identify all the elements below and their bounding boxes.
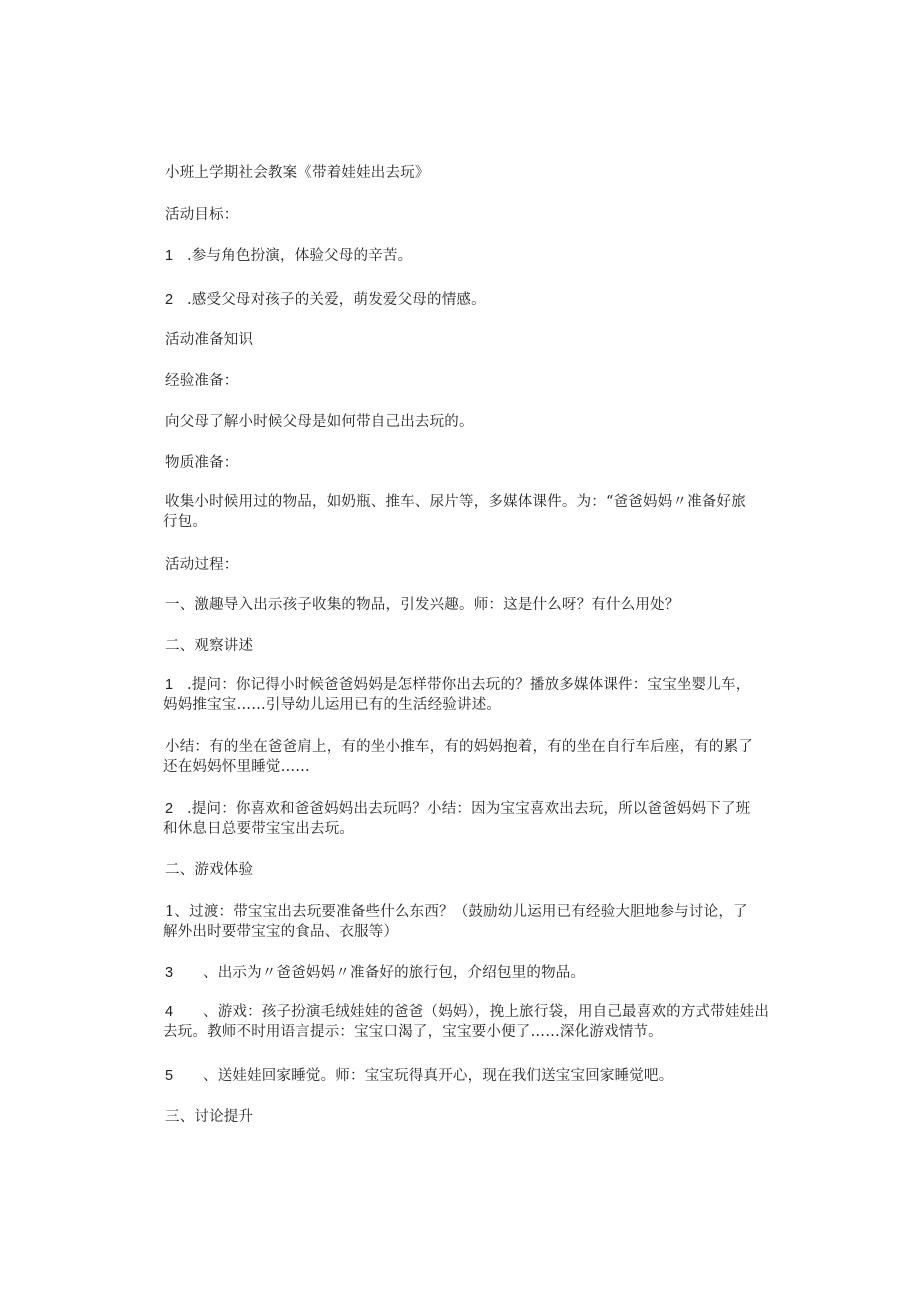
material-line-2: 行包。 [163, 514, 208, 530]
game-item-3-number: 3 [165, 965, 174, 981]
experience-text: 向父母了解小时候父母是如何带自己出去玩的。 [165, 414, 474, 430]
goal-heading: 活动目标： [165, 207, 239, 223]
game-item-5-number: 5 [165, 1068, 174, 1084]
prep-heading: 活动准备知识 [165, 332, 254, 348]
step-1: 一、激趣导入出示孩子收集的物品，引发兴趣。师：这是什么呀？有什么用处？ [165, 597, 680, 613]
material-line-1: 收集小时候用过的物品，如奶瓶、推车、尿片等，多媒体课件。为：“爸爸妈妈〃准备好旅 [165, 494, 746, 510]
experience-heading: 经验准备： [165, 373, 239, 389]
game-item-1-line-2: 解外出时要带宝宝的食品、衣服等） [163, 924, 399, 940]
game-item-5 [165, 1066, 673, 1086]
step-4-heading: 三、讨论提升 [165, 1109, 254, 1125]
game-item-4-line-1 [165, 1002, 795, 1022]
goal-item-1-text: .参与角色扮演，体验父母的辛苦。 [187, 248, 413, 264]
goal-item-2-text: .感受父母对孩子的关爱，萌发爱父母的情感。 [187, 292, 486, 308]
document-title: 小班上学期社会教案《带着娃娃出去玩》 [165, 165, 430, 181]
game-item-3-text: 、出示为〃爸爸妈妈〃准备好的旅行包，介绍包里的物品。 [203, 965, 586, 981]
question-1-line-2: 妈妈推宝宝……引导幼儿运用已有的生活经验讲述。 [163, 697, 502, 713]
game-item-4-number: 4 [165, 1004, 174, 1020]
question-2-paragraph [165, 799, 795, 839]
question-1-paragraph [165, 675, 795, 715]
question-2-text: .提问：你喜欢和爸爸妈妈出去玩吗？小结：因为宝宝喜欢出去玩，所以爸爸妈妈下了班 [187, 801, 751, 817]
goal-item-2-number: 2 [165, 292, 174, 308]
process-heading: 活动过程： [165, 557, 239, 573]
material-heading: 物质准备： [165, 455, 239, 471]
game-item-3 [165, 963, 585, 983]
summary-1-line-1: 小结：有的坐在爸爸肩上，有的坐小推车，有的妈妈抱着，有的坐在自行车后座，有的累了 [165, 739, 753, 755]
step-2-heading: 二、观察讲述 [165, 638, 254, 654]
question-1-number: 1 [165, 677, 174, 693]
game-item-4-paragraph [165, 1002, 795, 1042]
game-item-4-line-2: 去玩。教师不时用语言提示：宝宝口渴了，宝宝要小便了……深化游戏情节。 [163, 1024, 663, 1040]
goal-item-1-number: 1 [165, 248, 174, 264]
goal-item-2 [165, 290, 486, 310]
step-3-heading: 二、游戏体验 [165, 862, 254, 878]
question-2-number: 2 [165, 801, 174, 817]
question-2-line-2: 和休息日总要带宝宝出去玩。 [163, 821, 355, 837]
question-2-line-1 [165, 799, 795, 819]
goal-item-1 [165, 246, 412, 266]
summary-1-paragraph [165, 737, 795, 777]
game-item-1-paragraph [165, 902, 795, 942]
question-1-line-1 [165, 675, 795, 695]
game-item-1-line-1: 1、过渡：带宝宝出去玩要准备些什么东西？（鼓励幼儿运用已有经验大胆地参与讨论，了 [165, 904, 748, 920]
game-item-5-text: 、送娃娃回家睡觉。师：宝宝玩得真开心，现在我们送宝宝回家睡觉吧。 [203, 1068, 674, 1084]
material-paragraph [165, 492, 795, 532]
game-item-4-text: 、游戏：孩子扮演毛绒娃娃的爸爸（妈妈），挽上旅行袋，用自己最喜欢的方式带娃娃出 [203, 1004, 770, 1020]
question-1-text: .提问：你记得小时候爸爸妈妈是怎样带你出去玩的？播放多媒体课件：宝宝坐婴儿车， [187, 677, 751, 693]
summary-1-line-2: 还在妈妈怀里睡觉…… [163, 759, 310, 775]
